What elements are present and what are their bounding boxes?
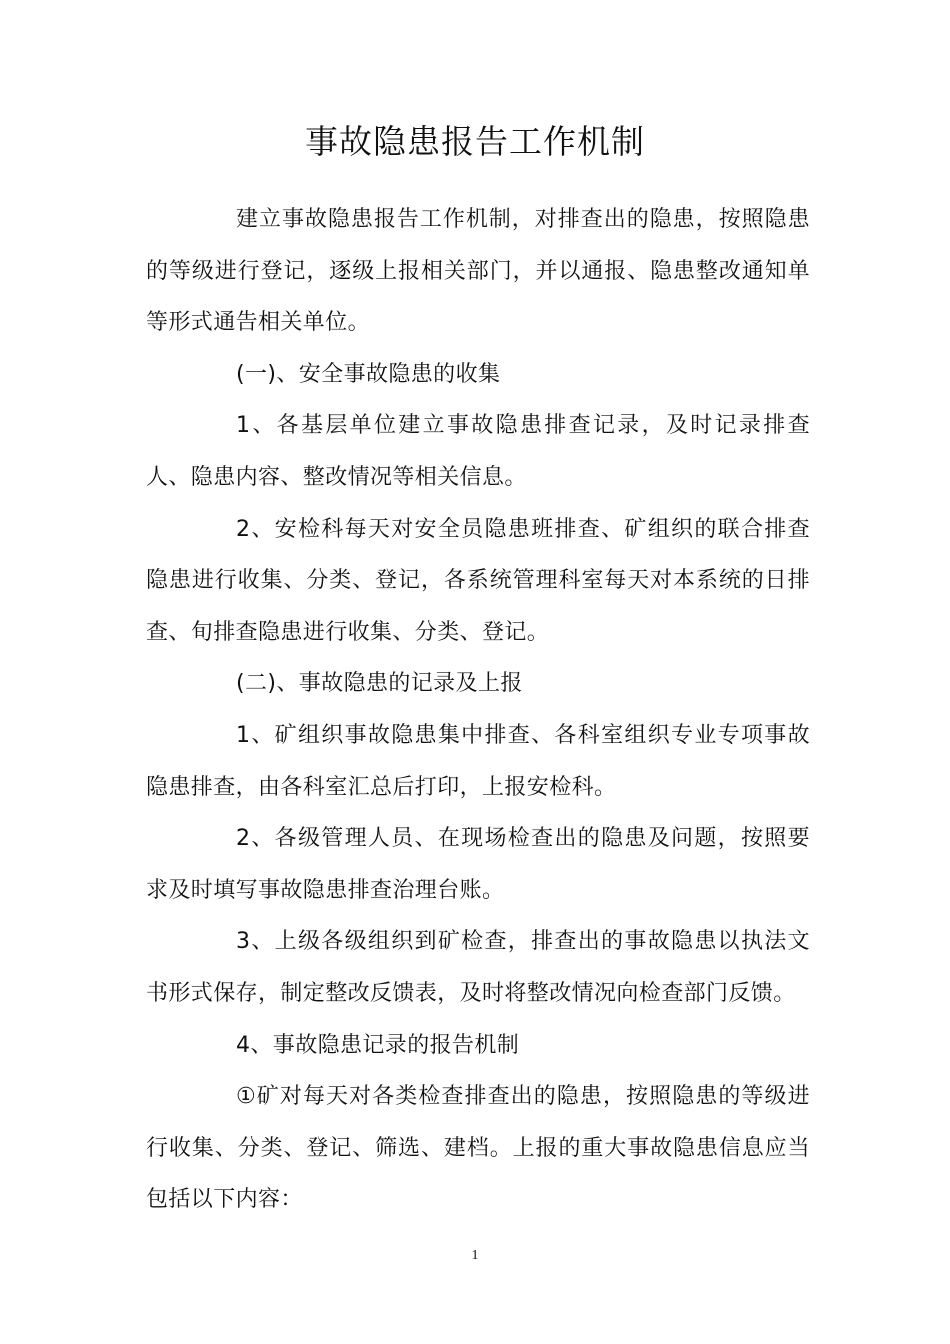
page-number: 1: [471, 1248, 479, 1263]
paragraph-2-2: 2、各级管理人员、在现场检查出的隐患及问题，按照要求及时填写事故隐患排查治理台账。: [146, 826, 810, 903]
section-heading-1: (一)、安全事故隐患的收集: [236, 361, 501, 387]
paragraph-2-4: 4、事故隐患记录的报告机制: [236, 1032, 520, 1058]
section-heading-2: (二)、事故隐患的记录及上报: [236, 671, 523, 697]
paragraph-1-1: 1、各基层单位建立事故隐患排查记录，及时记录排查人、隐患内容、整改情况等相关信息。: [146, 413, 810, 490]
paragraph-2-4-1: ①矿对每天对各类检查排查出的隐患，按照隐患的等级进行收集、分类、登记、筛选、建档。上报的重大事故隐患信息应当包括以下内容：: [146, 1084, 810, 1213]
document-title: 事故隐患报告工作机制: [305, 122, 645, 161]
paragraph-2-1: 1、矿组织事故隐患集中排查、各科室组织专业专项事故隐患排查，由各科室汇总后打印，上报安检科。: [146, 722, 810, 800]
document-body: [146, 194, 810, 1226]
paragraph-intro: 建立事故隐患报告工作机制，对排查出的隐患，按照隐患的等级进行登记，逐级上报相关部门，并以通报、隐患整改通知单等形式通告相关单位。: [146, 207, 810, 336]
paragraph-2-3: 3、上级各级组织到矿检查，排查出的事故隐患以执法文书形式保存，制定整改反馈表，及时将整改情况向检查部门反馈。: [146, 929, 810, 1006]
paragraph-1-2: 2、安检科每天对安全员隐患班排查、矿组织的联合排查隐患进行收集、分类、登记，各系统管理科室每天对本系统的日排查、旬排查隐患进行收集、分类、登记。: [146, 516, 810, 645]
